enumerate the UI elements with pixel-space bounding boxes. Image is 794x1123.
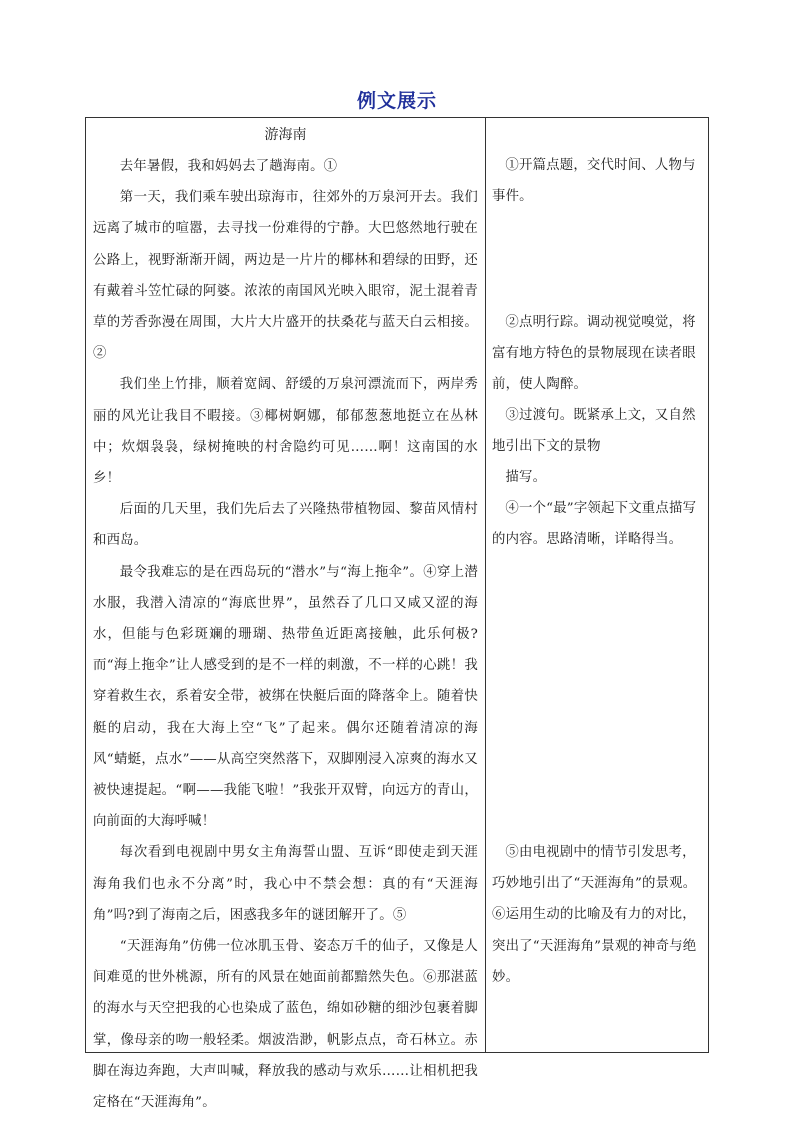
note-5: ⑤由电视剧中的情节引发思考，巧妙地引出了“天涯海角”的景观。⑥运用生动的比喻及有力的对比，突出了“天涯海角”景观的神奇与绝妙。 [492, 845, 697, 985]
column-divider [485, 118, 486, 1052]
note-4: ④一个“最”字领起下文重点描写的内容。思路清晰，详略得当。 [492, 501, 697, 548]
essay-paragraph-6: 每次看到电视剧中男女主角海誓山盟、互诉“即使走到天涯海角我们也永不分离”时，我心中不禁会想：真的有“天涯海角”吗?到了海南之后，困惑我多年的谜团解开了。⑤ [93, 845, 478, 923]
note-2: ②点明行踪。调动视觉嗅觉，将富有地方特色的景物展现在读者眼前，使人陶醉。 [492, 315, 696, 393]
note-1: ①开篇点题，交代时间、人物与事件。 [492, 158, 696, 205]
essay-paragraph-5: 最令我难忘的是在西岛玩的“潜水”与“海上拖伞”。④穿上潜水服，我潜入清凉的“海底世界”，虽然吞了几口又咸又涩的海水，但能与色彩斑斓的珊瑚、热带鱼近距离接触，此乐何极?而“海上拖伞”让人感受到的是不一样的刺激，不一样的心跳！我穿着救生衣，系着安全带，被绑在快艇后面的降落伞上。随着快艇的启动，我在大海上空“飞”了起来。偶尔还随着清凉的海风“蜻蜓，点水”——从高空突然落下，双脚刚浸入凉爽的海水又被快速提起。“啊——我能飞啦！”我张开双臂，向远方的青山，向前面的大海呼喊！ [93, 564, 478, 830]
essay-title: 游海南 [264, 127, 307, 143]
essay-paragraph-2: 第一天，我们乘车驶出琼海市，往郊外的万泉河开去。我们远离了城市的喧嚣，去寻找一份难得的宁静。大巴悠然地行驶在公路上，视野渐渐开阔，两边是一片片的椰林和碧绿的田野，还有戴着斗笠忙碌的阿婆。浓浓的南国风光映入眼帘，泥土混着青草的芳香弥漫在周围，大片大片盛开的扶桑花与蓝天白云相接。② [93, 190, 478, 362]
note-3-continued: 描写。 [505, 470, 547, 485]
page-title: 例文展示 [356, 90, 437, 112]
essay-paragraph-3: 我们坐上竹排，顺着宽阔、舒缓的万泉河漂流而下，两岸秀丽的风光让我目不暇接。③椰树婀娜，郁郁葱葱地挺立在丛林中；炊烟袅袅，绿树掩映的村舍隐约可见……啊！这南国的水乡！ [93, 377, 478, 487]
essay-annotation-table [85, 117, 709, 1111]
essay-column [86, 118, 485, 1118]
essay-paragraph-4: 后面的几天里，我们先后去了兴隆热带植物园、黎苗风情村和西岛。 [93, 502, 478, 549]
note-3: ③过渡句。既紧承上文，又自然地引出下文的景物 [492, 408, 696, 455]
essay-paragraph-1: 去年暑假，我和妈妈去了趟海南。① [119, 159, 338, 174]
essay-paragraph-7: “天涯海角”仿佛一位冰肌玉骨、姿态万千的仙子，又像是人间难觅的世外桃源，所有的风景在她面前都黯然失色。⑥那湛蓝的海水与天空把我的心也染成了蓝色，绵如砂糖的细沙包裹着脚掌，像母亲的吻一般轻柔。烟波浩渺，帆影点点，奇石林立。赤脚在海边奔跑，大声叫喊，释放我的感动与欢乐……让相机把我定格在“天涯海角”。 [93, 939, 478, 1111]
